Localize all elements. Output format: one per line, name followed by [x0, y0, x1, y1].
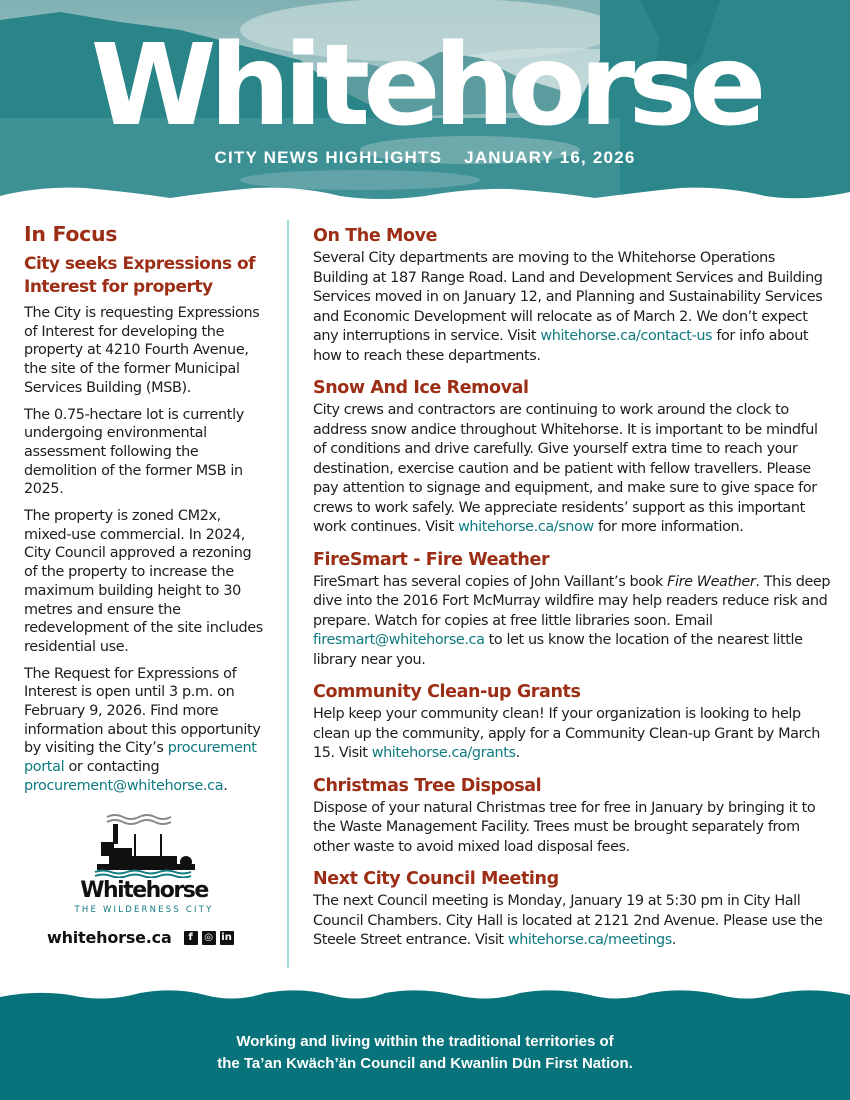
city-logo	[44, 812, 244, 915]
paragraph-text: .	[223, 777, 228, 794]
news-item-council-meeting	[313, 867, 833, 951]
facebook-icon[interactable]: f	[184, 931, 198, 945]
instagram-icon[interactable]: ◎	[202, 931, 216, 945]
body-text: . This deep dive into the 2016 Fort McMurray wildfire may help readers reduce risk and prepare. Watch for copies at free little libraries soon. Email	[313, 573, 831, 629]
linkedin-icon[interactable]: in	[221, 932, 232, 943]
column-divider	[287, 220, 289, 968]
feature-paragraph	[24, 665, 264, 796]
news-body: Dispose of your natural Christmas tree for free in January by bringing it to the Waste Management Facility. Trees must be brought separately from other waste to avoid mixed load disposal fees.	[313, 799, 816, 855]
feature-title: City seeks Expressions of Interest for property	[24, 254, 256, 297]
news-body	[313, 892, 833, 951]
news-body	[313, 249, 833, 366]
paragraph-text: or contacting	[64, 759, 160, 776]
body-text: for info about how to reach these departments.	[313, 328, 809, 364]
snow-link[interactable]: whitehorse.ca/snow	[458, 519, 594, 535]
logo-tagline: THE WILDERNESS CITY	[74, 905, 214, 915]
news-title: On The Move	[313, 226, 438, 246]
publication-subtitle: CITY NEWS HIGHLIGHTS	[214, 148, 443, 167]
news-body	[313, 401, 833, 538]
paragraph-text: The Request for Expressions of Interest is open until 3 p.m. on February 9, 2026. Find more information about this opportunity by visiting the City’s	[24, 665, 261, 757]
body-text: Several City departments are moving to the Whitehorse Operations Building at 187 Range Road. Land and Development Services and Building Services moved in on January 12, and Planning and Sustainability Services and Economic Development will relocate as of March 2. We don’t expect any interruptions in service. Visit	[313, 250, 823, 344]
meetings-link[interactable]: whitehorse.ca/meetings	[507, 932, 672, 948]
section-label-in-focus: In Focus	[24, 222, 118, 246]
body-text: for more information.	[593, 519, 744, 535]
issue-line	[0, 148, 850, 168]
news-body	[313, 573, 833, 671]
issue-date: JANUARY 16, 2026	[464, 148, 636, 167]
news-title: Community Clean-up Grants	[313, 682, 581, 702]
masthead-title: Whitehorse	[90, 21, 760, 151]
body-text: .	[671, 932, 677, 948]
feature-paragraph: The City is requesting Expressions of Interest for developing the property at 4210 Fourth Avenue, the site of the former Municipal Services Building (MSB).	[24, 305, 260, 396]
contact-us-link[interactable]: whitehorse.ca/contact-us	[540, 328, 713, 344]
website-link[interactable]: whitehorse.ca	[47, 928, 172, 947]
body-text: Help keep your community clean! If your organization is looking to help clean up the community, apply for a Community Clean-up Grant by March 15. Visit	[313, 706, 820, 761]
body-text: FireSmart has several copies of John Vaillant’s book	[313, 573, 668, 590]
news-item-on-the-move	[313, 224, 833, 366]
procurement-portal-link[interactable]: procurement portal	[24, 740, 257, 776]
news-item-firesmart	[313, 548, 833, 671]
news-column	[313, 224, 833, 961]
body-text: .	[515, 745, 520, 761]
land-acknowledgement	[0, 1031, 850, 1075]
in-focus-column	[24, 222, 264, 804]
news-title: FireSmart - Fire Weather	[313, 549, 550, 570]
grants-link[interactable]: whitehorse.ca/grants	[371, 745, 516, 761]
body-text: City crews and contractors are continuing to work around the clock to address snow andice throughout Whitehorse. It is important to be mindful of conditions and drive carefully. Give yourself extra time to reach your destination, exercise caution and be patient with fellow travellers. Please pay attention to signage and equipment, and make sure to give space for crews to work safely. We appreciate residents’ support as this important work continues. Visit	[313, 402, 818, 535]
news-title: Christmas Tree Disposal	[313, 775, 542, 796]
feature-paragraph: The 0.75-hectare lot is currently undergoing environmental assessment following the demolition of the former MSB in 2025.	[24, 406, 244, 498]
logo-wordmark: Whitehorse	[80, 878, 208, 903]
news-item-snow-removal	[313, 376, 833, 538]
news-title: Snow And Ice Removal	[313, 378, 529, 398]
acknowledgement-line-1: Working and living within the traditional territories of	[236, 1033, 614, 1050]
acknowledgement-line-2: the Ta’an Kwäch’än Council and Kwanlin Dün First Nation.	[217, 1055, 633, 1072]
news-item-tree-disposal	[313, 774, 833, 858]
news-title: Next City Council Meeting	[313, 869, 559, 889]
contact-row	[47, 928, 234, 947]
feature-paragraph: The property is zoned CM2x, mixed-use commercial. In 2024, City Council approved a rezoning of the property to increase the maximum building height to 30 metres and ensure the redevelopment of the site includes residential use.	[24, 508, 263, 655]
procurement-email-link[interactable]: procurement@whitehorse.ca	[24, 777, 224, 794]
news-body	[313, 705, 833, 764]
book-title: Fire Weather	[667, 573, 756, 590]
news-item-cleanup-grants	[313, 680, 833, 764]
sternwheeler-icon	[79, 812, 209, 878]
body-text: to let us know the location of the nearest little library near you.	[313, 632, 803, 668]
firesmart-email-link[interactable]: firesmart@whitehorse.ca	[313, 632, 485, 648]
masthead-banner	[0, 0, 850, 210]
body-text: The next Council meeting is Monday, January 19 at 5:30 pm in City Hall Council Chambers. City Hall is located at 2121 2nd Avenue. Please use the Steele Street entrance. Visit	[313, 893, 823, 948]
